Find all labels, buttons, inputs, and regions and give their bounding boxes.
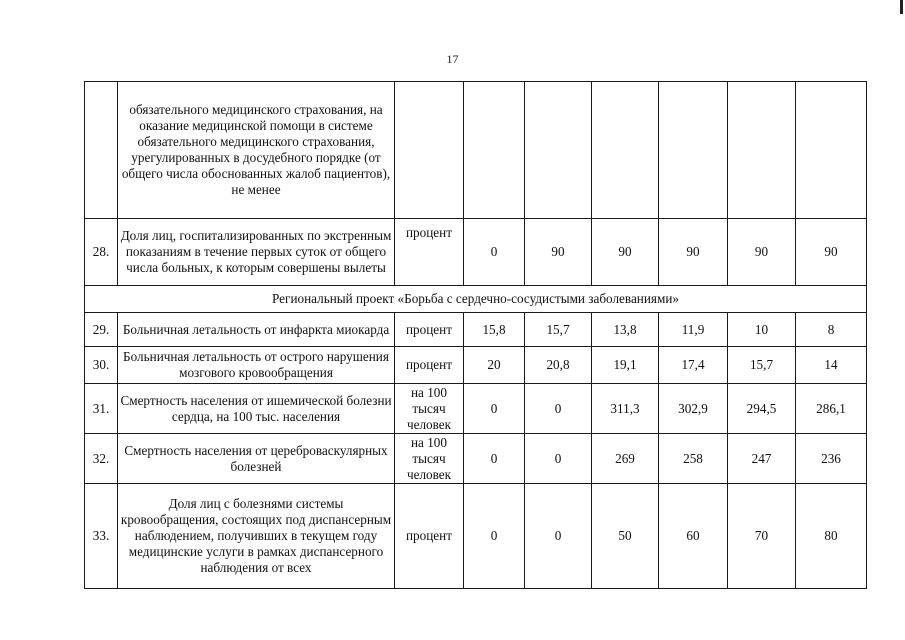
row-value: 0 bbox=[464, 484, 525, 589]
row-value: 0 bbox=[525, 484, 592, 589]
row-value bbox=[592, 82, 659, 219]
row-value: 8 bbox=[796, 313, 867, 347]
row-number: 32. bbox=[85, 434, 118, 484]
row-value: 0 bbox=[525, 384, 592, 434]
row-value: 0 bbox=[464, 219, 525, 286]
row-number: 30. bbox=[85, 347, 118, 384]
row-value: 20 bbox=[464, 347, 525, 384]
row-value: 311,3 bbox=[592, 384, 659, 434]
row-unit: процент bbox=[395, 313, 464, 347]
row-value: 80 bbox=[796, 484, 867, 589]
row-description: Доля лиц с болезнями системы кровообращения, состоящих под диспансерным наблюдением, получивших в текущем году медицинские услуги в рамках диспансерного наблюдения от всех bbox=[118, 484, 395, 589]
row-unit: процент bbox=[395, 347, 464, 384]
row-value: 236 bbox=[796, 434, 867, 484]
row-value: 0 bbox=[525, 434, 592, 484]
row-value: 15,7 bbox=[728, 347, 796, 384]
row-value: 10 bbox=[728, 313, 796, 347]
row-description: Больничная летальность от инфаркта миокарда bbox=[118, 313, 395, 347]
row-value: 15,8 bbox=[464, 313, 525, 347]
page-number: 17 bbox=[446, 52, 459, 66]
scan-edge-mark bbox=[900, 0, 903, 14]
row-unit: процент bbox=[395, 219, 464, 286]
row-value: 11,9 bbox=[659, 313, 728, 347]
table-row bbox=[85, 434, 867, 484]
row-value: 13,8 bbox=[592, 313, 659, 347]
row-value: 247 bbox=[728, 434, 796, 484]
row-value: 0 bbox=[464, 384, 525, 434]
row-value: 269 bbox=[592, 434, 659, 484]
row-value: 90 bbox=[796, 219, 867, 286]
row-value: 90 bbox=[592, 219, 659, 286]
row-value: 15,7 bbox=[525, 313, 592, 347]
row-unit bbox=[395, 82, 464, 219]
row-unit: на 100 тысяч человек bbox=[395, 434, 464, 484]
row-value: 90 bbox=[728, 219, 796, 286]
section-row bbox=[85, 286, 867, 313]
row-number: 28. bbox=[85, 219, 118, 286]
row-unit: на 100 тысяч человек bbox=[395, 384, 464, 434]
row-value bbox=[659, 82, 728, 219]
row-value: 90 bbox=[525, 219, 592, 286]
row-value bbox=[728, 82, 796, 219]
row-value: 302,9 bbox=[659, 384, 728, 434]
table-row bbox=[85, 384, 867, 434]
row-value: 20,8 bbox=[525, 347, 592, 384]
row-description: Смертность населения от цереброваскулярных болезней bbox=[118, 434, 395, 484]
row-value: 0 bbox=[464, 434, 525, 484]
table-row bbox=[85, 313, 867, 347]
row-value: 90 bbox=[659, 219, 728, 286]
row-value: 19,1 bbox=[592, 347, 659, 384]
row-number bbox=[85, 82, 118, 219]
row-number: 31. bbox=[85, 384, 118, 434]
row-value: 17,4 bbox=[659, 347, 728, 384]
row-value: 14 bbox=[796, 347, 867, 384]
row-unit: процент bbox=[395, 484, 464, 589]
row-value bbox=[525, 82, 592, 219]
row-description: Смертность населения от ишемической болезни сердца, на 100 тыс. населения bbox=[118, 384, 395, 434]
row-value: 70 bbox=[728, 484, 796, 589]
table-row bbox=[85, 219, 867, 286]
row-description: Больничная летальность от острого нарушения мозгового кровообращения bbox=[118, 347, 395, 384]
row-number: 29. bbox=[85, 313, 118, 347]
row-description: Доля лиц, госпитализированных по экстренным показаниям в течение первых суток от общего числа больных, к которым совершены вылеты bbox=[118, 219, 395, 286]
row-value bbox=[796, 82, 867, 219]
row-value: 294,5 bbox=[728, 384, 796, 434]
row-value: 50 bbox=[592, 484, 659, 589]
row-number: 33. bbox=[85, 484, 118, 589]
row-value: 60 bbox=[659, 484, 728, 589]
row-value: 258 bbox=[659, 434, 728, 484]
section-title: Региональный проект «Борьба с сердечно-сосудистыми заболеваниями» bbox=[85, 286, 867, 313]
row-value bbox=[464, 82, 525, 219]
row-value: 286,1 bbox=[796, 384, 867, 434]
indicators-table bbox=[84, 81, 867, 589]
table-row bbox=[85, 82, 867, 219]
table-row bbox=[85, 484, 867, 589]
table-row bbox=[85, 347, 867, 384]
row-description: обязательного медицинского страхования, на оказание медицинской помощи в системе обязательного медицинского страхования, урегулированных в досудебного порядке (от общего числа обоснованных жалоб пациентов), не менее bbox=[118, 82, 395, 219]
